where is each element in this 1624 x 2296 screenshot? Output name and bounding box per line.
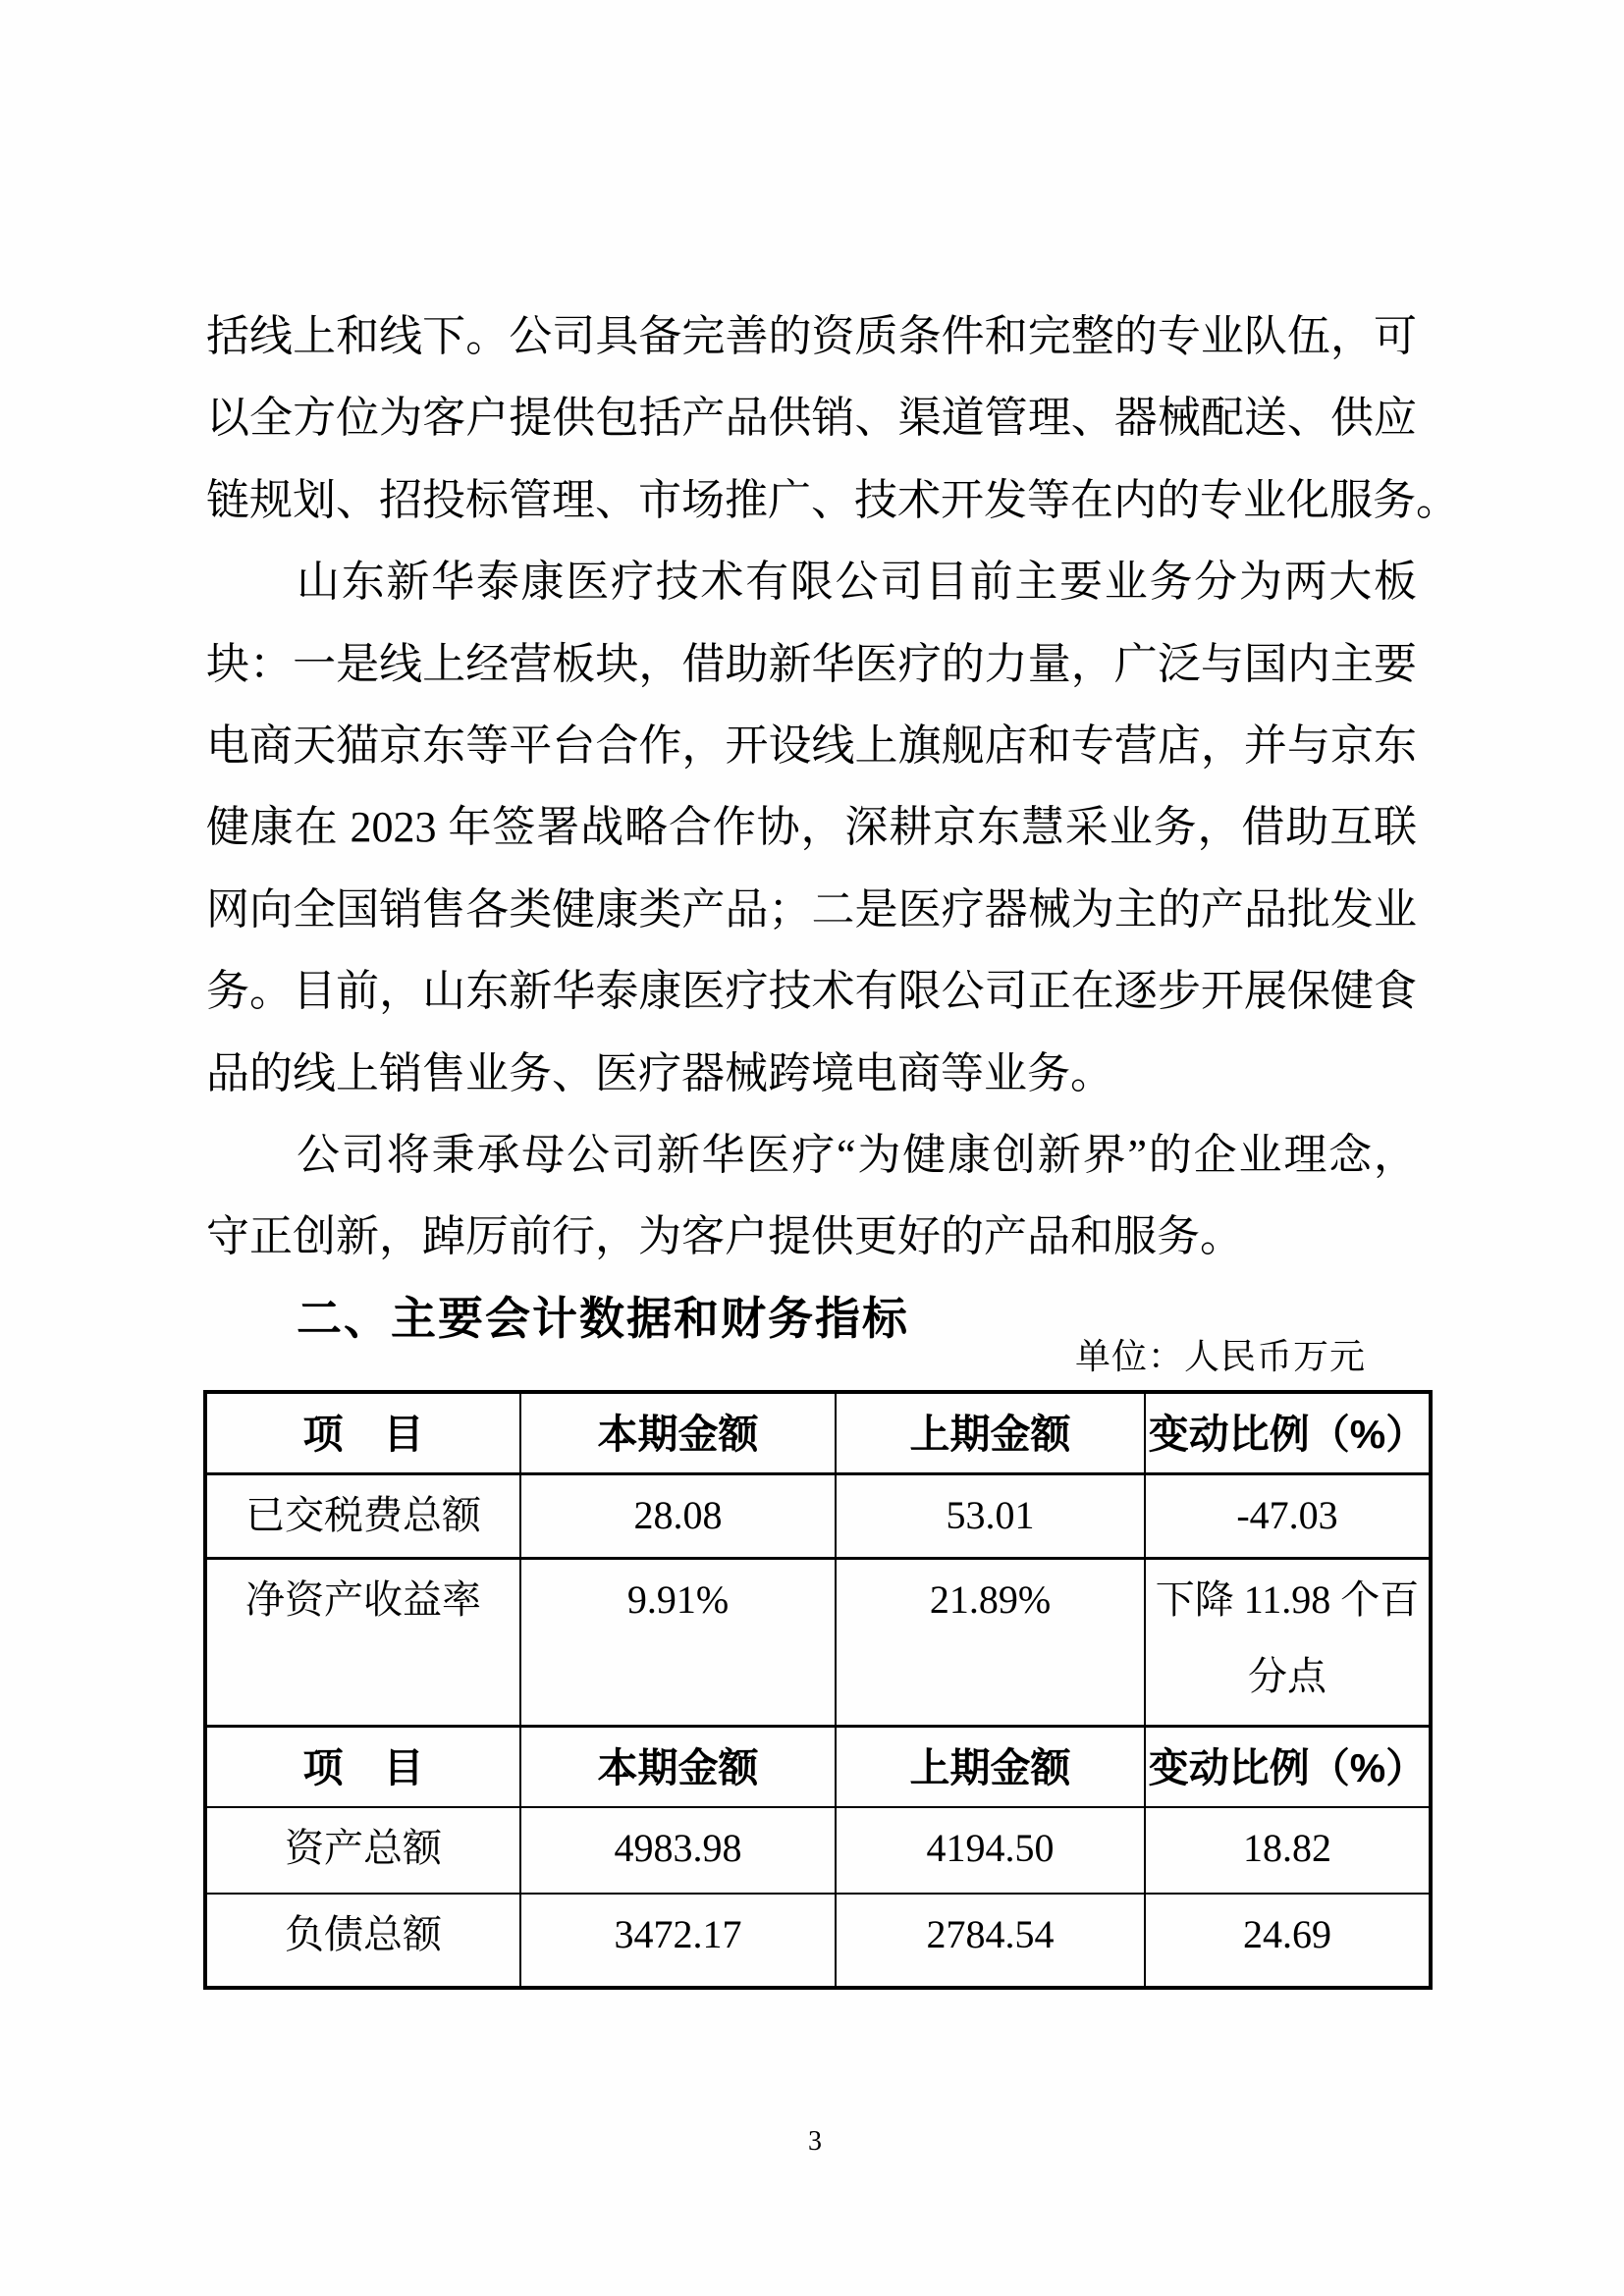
cell-item: 已交税费总额 bbox=[205, 1474, 520, 1559]
text-line: 山东新华泰康医疗技术有限公司目前主要业务分为两大板 bbox=[297, 558, 1417, 607]
header-cell-current: 本期金额 bbox=[520, 1727, 836, 1808]
table-unit-note: 单位：人民币万元 bbox=[1074, 1337, 1366, 1376]
cell-previous: 21.89% bbox=[836, 1559, 1145, 1727]
cell-change bbox=[1145, 1559, 1431, 1727]
header-cell-current: 本期金额 bbox=[520, 1392, 836, 1474]
cell-current: 4983.98 bbox=[520, 1807, 836, 1894]
header-cell-item: 项 目 bbox=[205, 1392, 520, 1474]
cell-current: 28.08 bbox=[520, 1474, 836, 1559]
text-line: 务。目前，山东新华泰康医疗技术有限公司正在逐步开展保健食 bbox=[206, 967, 1417, 1016]
table-header-row bbox=[205, 1392, 1431, 1474]
cell-previous: 2784.54 bbox=[836, 1894, 1145, 1988]
change-line-1: 下降 11.98 个百 bbox=[1155, 1577, 1420, 1622]
header-cell-change: 变动比例（%） bbox=[1145, 1727, 1431, 1808]
financial-table bbox=[203, 1390, 1433, 1990]
text-line: 守正创新，踔厉前行，为客户提供更好的产品和服务。 bbox=[206, 1212, 1243, 1261]
header-cell-previous: 上期金额 bbox=[836, 1727, 1145, 1808]
cell-current: 3472.17 bbox=[520, 1894, 836, 1988]
cell-previous: 53.01 bbox=[836, 1474, 1145, 1559]
text-line: 品的线上销售业务、医疗器械跨境电商等业务。 bbox=[206, 1048, 1113, 1097]
header-cell-change: 变动比例（%） bbox=[1145, 1392, 1431, 1474]
table-row bbox=[205, 1807, 1431, 1894]
cell-current: 9.91% bbox=[520, 1559, 836, 1727]
header-cell-item: 项 目 bbox=[205, 1727, 520, 1808]
cell-change: 24.69 bbox=[1145, 1894, 1431, 1988]
cell-previous: 4194.50 bbox=[836, 1807, 1145, 1894]
table-row bbox=[205, 1474, 1431, 1559]
text-line: 公司将秉承母公司新华医疗“为健康创新界”的企业理念， bbox=[297, 1130, 1417, 1179]
text-line: 链规划、招投标管理、市场推广、技术开发等在内的专业化服务。 bbox=[206, 475, 1459, 524]
table-row bbox=[205, 1894, 1431, 1988]
header-cell-previous: 上期金额 bbox=[836, 1392, 1145, 1474]
text-line: 电商天猫京东等平台合作，开设线上旗舰店和专营店，并与京东 bbox=[206, 721, 1417, 770]
text-line: 健康在 2023 年签署战略合作协，深耕京东慧采业务，借助互联 bbox=[206, 803, 1417, 852]
cell-item: 资产总额 bbox=[205, 1807, 520, 1894]
cell-change: 18.82 bbox=[1145, 1807, 1431, 1894]
body-text-block bbox=[206, 295, 1459, 1360]
cell-item: 负债总额 bbox=[205, 1894, 520, 1988]
text-line: 括线上和线下。公司具备完善的资质条件和完整的专业队伍，可 bbox=[206, 312, 1417, 360]
change-line-2: 分点 bbox=[1248, 1654, 1326, 1698]
page-number: 3 bbox=[808, 2126, 822, 2157]
table-header-row bbox=[205, 1727, 1431, 1808]
cell-item: 净资产收益率 bbox=[205, 1559, 520, 1727]
cell-change: -47.03 bbox=[1145, 1474, 1431, 1559]
table-row bbox=[205, 1559, 1431, 1727]
text-line: 块：一是线上经营板块，借助新华医疗的力量，广泛与国内主要 bbox=[206, 639, 1417, 688]
text-line: 以全方位为客户提供包括产品供销、渠道管理、器械配送、供应 bbox=[206, 394, 1417, 443]
text-line: 网向全国销售各类健康类产品；二是医疗器械为主的产品批发业 bbox=[206, 884, 1417, 934]
section-heading: 二、主要会计数据和财务指标 bbox=[297, 1292, 909, 1344]
